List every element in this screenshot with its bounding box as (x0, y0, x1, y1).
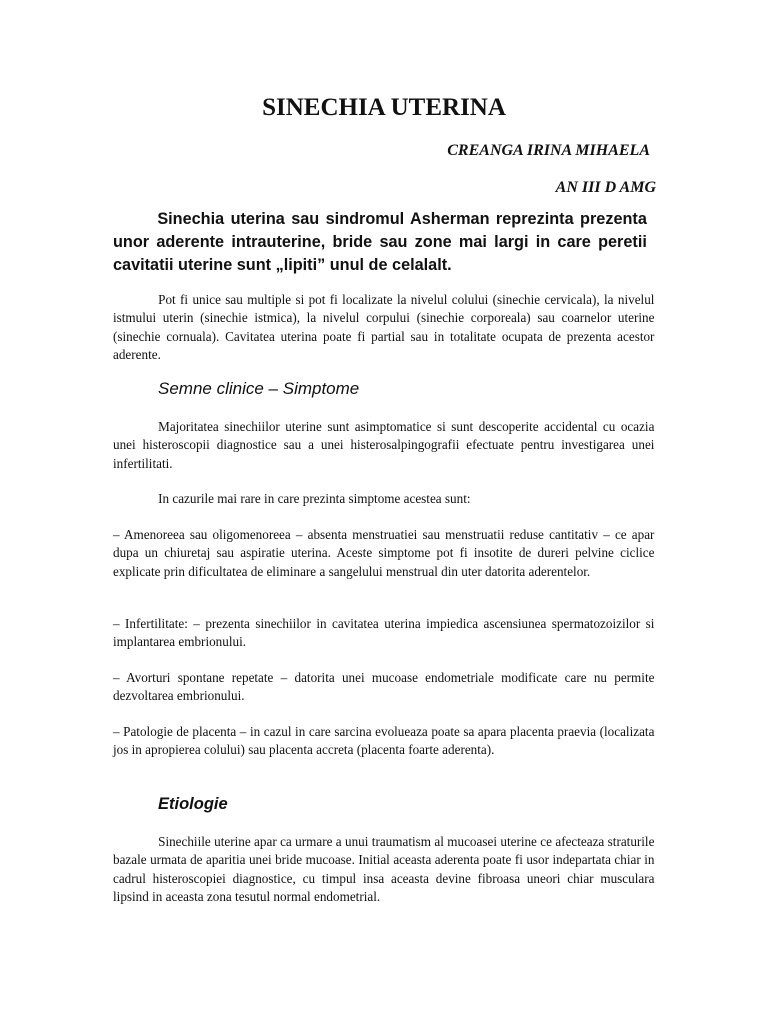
symptom-item-amenorrhea: – Amenoreea sau oligomenoreea – absenta menstruatiei sau menstruatii reduse cantitativ – ce apar dupa un chiuretaj sau aspiratie uterina. Aceste simptome pot fi insotite de dureri pelvine ciclice explicate prin dificultatea de eliminare a sangelului menstrual din uter datorita aderentelor. (113, 528, 655, 580)
paragraph-etiology: Sinechiile uterine apar ca urmare a unui traumatism al mucoasei uterine ce afecteaza straturile bazale urmata de aparitia unei bride mucoase. Initial aceasta aderenta poate fi usor indepartata chiar in cadrul histeroscopiei diagnostice, cu timpul insa aceasta devine fibroasa uneori chiar musculara lipsind in aceasta zona tesutul normal endometrial. (113, 835, 655, 905)
paragraph-asymptomatic: Majoritatea sinechiilor uterine sunt asimptomatice si sunt descoperite accidental cu ocazia unei histeroscopii diagnostice sau a unei histerosalpingografii efectuate pentru investigarea unei infertilitati. (113, 420, 655, 472)
symptom-item-placenta: – Patologie de placenta – in cazul in care sarcina evolueaza poate sa apara placenta praevia (localizata jos in apropierea colului) sau placenta accreta (placenta foarte aderenta). (113, 725, 655, 759)
section-heading-symptoms: Semne clinice – Simptome (158, 379, 360, 398)
paragraph-localization: Pot fi unice sau multiple si pot fi localizate la nivelul colului (sinechie cervicala), la nivelul istmului uterin (sinechie istmica), la nivelul corpului (sinechie corporeala) sau coarnelor uterine (sinechie cornuala). Cavitatea uterina poate fi partial sau in totalitate ocupata de prezenta acestor aderente. (113, 293, 655, 363)
intro-paragraph: Sinechia uterina sau sindromul Asherman reprezinta prezenta unor aderente intrauterine, bride sau zone mai largi in care peretii cavitatii uterine sunt „lipiti” unul de celalalt. (113, 210, 647, 274)
document-title: SINECHIA UTERINA (262, 94, 506, 121)
section-heading-etiology: Etiologie (158, 795, 228, 813)
student-year: AN III D AMG (555, 179, 656, 196)
symptom-item-miscarriage: – Avorturi spontane repetate – datorita unei mucoase endometriale modificate care nu permite dezvoltarea embrionului. (113, 671, 655, 705)
symptom-item-infertility: – Infertilitate: – prezenta sinechiilor in cavitatea uterina impiedica ascensiunea spermatozoizilor si implantarea embrionului. (113, 617, 655, 651)
paragraph-symptoms-intro: In cazurile mai rare in care prezinta simptome acestea sunt: (158, 492, 471, 507)
author-name: CREANGA IRINA MIHAELA (447, 142, 650, 159)
